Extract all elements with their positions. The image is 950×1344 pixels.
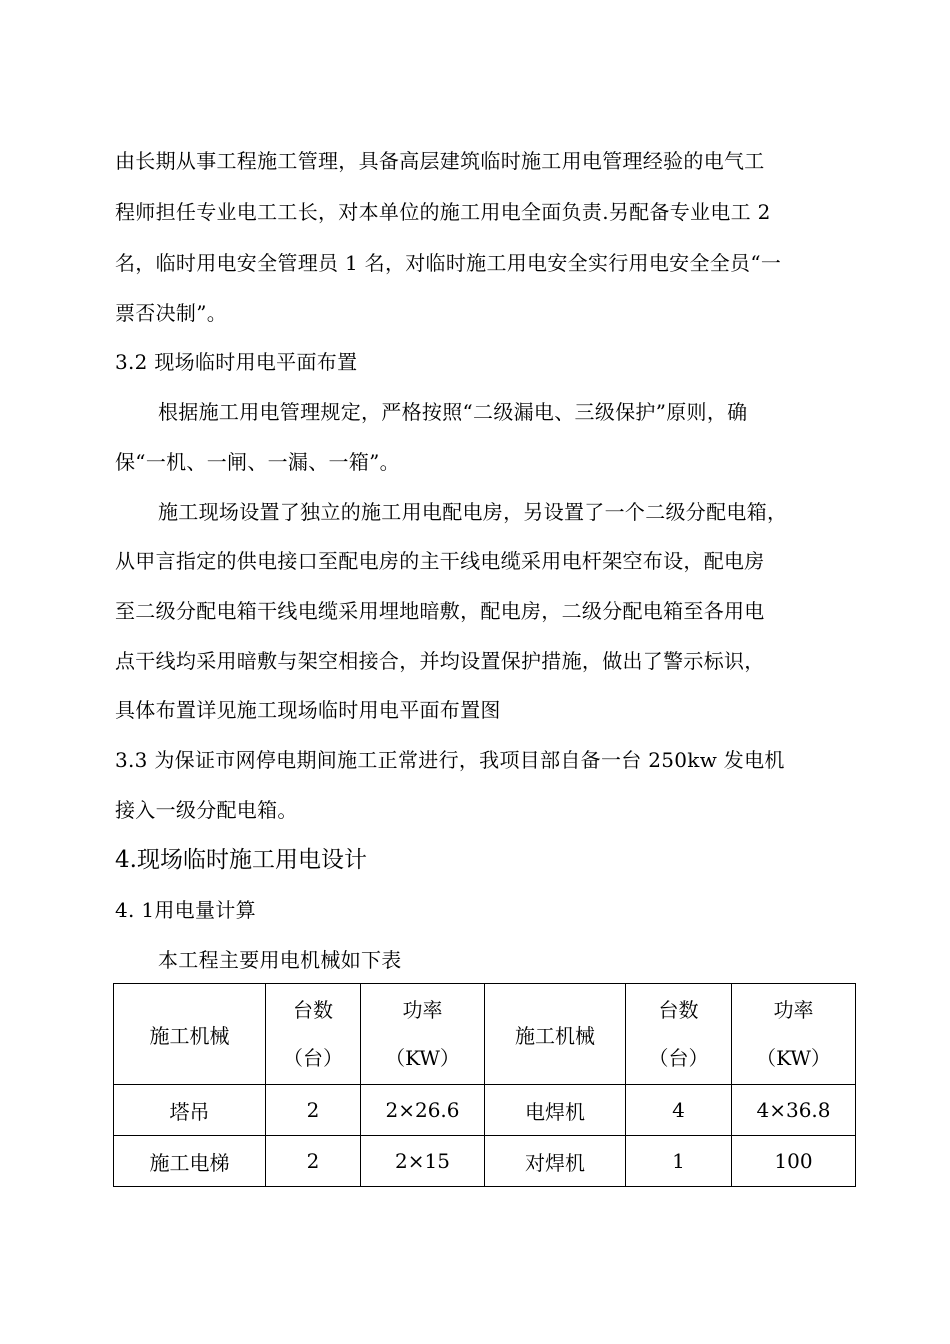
header-machine: 施工机械 [114, 984, 266, 1085]
table-header-row [114, 984, 856, 1085]
table-cell: 2 [266, 1136, 361, 1187]
paragraph-line: 具体布置详见施工现场临时用电平面布置图 [115, 698, 501, 722]
table-intro: 本工程主要用电机械如下表 [158, 948, 402, 972]
machine-table [113, 983, 856, 1187]
header-count-unit: （台） [648, 1046, 709, 1070]
paragraph-line: 由长期从事工程施工管理，具备高层建筑临时施工用电管理经验的电气工 [115, 149, 765, 173]
table-cell: 1 [626, 1136, 732, 1187]
table-cell: 2×26.6 [361, 1085, 485, 1136]
header-power-label: 功率 [402, 998, 443, 1022]
header-count-label: 台数 [293, 998, 333, 1022]
table-cell: 电焊机 [485, 1085, 626, 1136]
section-heading-4-1: 4. 1用电量计算 [115, 898, 256, 922]
section-heading-4: 4.现场临时施工用电设计 [115, 847, 367, 873]
table-cell: 2×15 [361, 1136, 485, 1187]
header-count-label: 台数 [658, 998, 699, 1022]
table-row [114, 1085, 856, 1136]
table-cell: 施工电梯 [114, 1136, 266, 1187]
table-cell: 2 [266, 1085, 361, 1136]
paragraph-line: 根据施工用电管理规定，严格按照“二级漏电、三级保护”原则，确 [158, 400, 748, 424]
table-cell: 4 [626, 1085, 732, 1136]
header-count [626, 984, 732, 1085]
table-cell: 4×36.8 [732, 1085, 856, 1136]
table-cell: 对焊机 [485, 1136, 626, 1187]
paragraph-line: 保“一机、一闸、一漏、一箱”。 [115, 450, 400, 474]
header-power-unit: （KW） [385, 1046, 460, 1070]
table-row [114, 1136, 856, 1187]
paragraph-line: 票否决制”。 [115, 301, 228, 325]
header-power-label: 功率 [773, 998, 814, 1022]
paragraph-line: 3.3 为保证市网停电期间施工正常进行，我项目部自备一台 250kw 发电机 [115, 748, 785, 772]
section-heading-3-2: 3.2 现场临时用电平面布置 [115, 350, 358, 374]
paragraph-line: 点干线均采用暗敷与架空相接合，并均设置保护措施，做出了警示标识， [115, 649, 765, 673]
header-power [361, 984, 485, 1085]
table-cell: 100 [732, 1136, 856, 1187]
paragraph-line: 至二级分配电箱干线电缆采用埋地暗敷，配电房，二级分配电箱至各用电 [115, 599, 765, 623]
header-count-unit: （台） [283, 1046, 343, 1070]
paragraph-line: 名，临时用电安全管理员 1 名，对临时施工用电安全实行用电安全全员“一 [115, 251, 782, 275]
header-power [732, 984, 856, 1085]
header-machine: 施工机械 [485, 984, 626, 1085]
header-count [266, 984, 361, 1085]
paragraph-line: 程师担任专业电工工长，对本单位的施工用电全面负责.另配备专业电工 2 [115, 200, 771, 224]
header-power-unit: （KW） [756, 1046, 831, 1070]
table-cell: 塔吊 [114, 1085, 266, 1136]
paragraph-line: 接入一级分配电箱。 [115, 798, 298, 822]
paragraph-line: 从甲言指定的供电接口至配电房的主干线电缆采用电杆架空布设，配电房 [115, 549, 765, 573]
paragraph-line: 施工现场设置了独立的施工用电配电房，另设置了一个二级分配电箱， [158, 500, 788, 524]
